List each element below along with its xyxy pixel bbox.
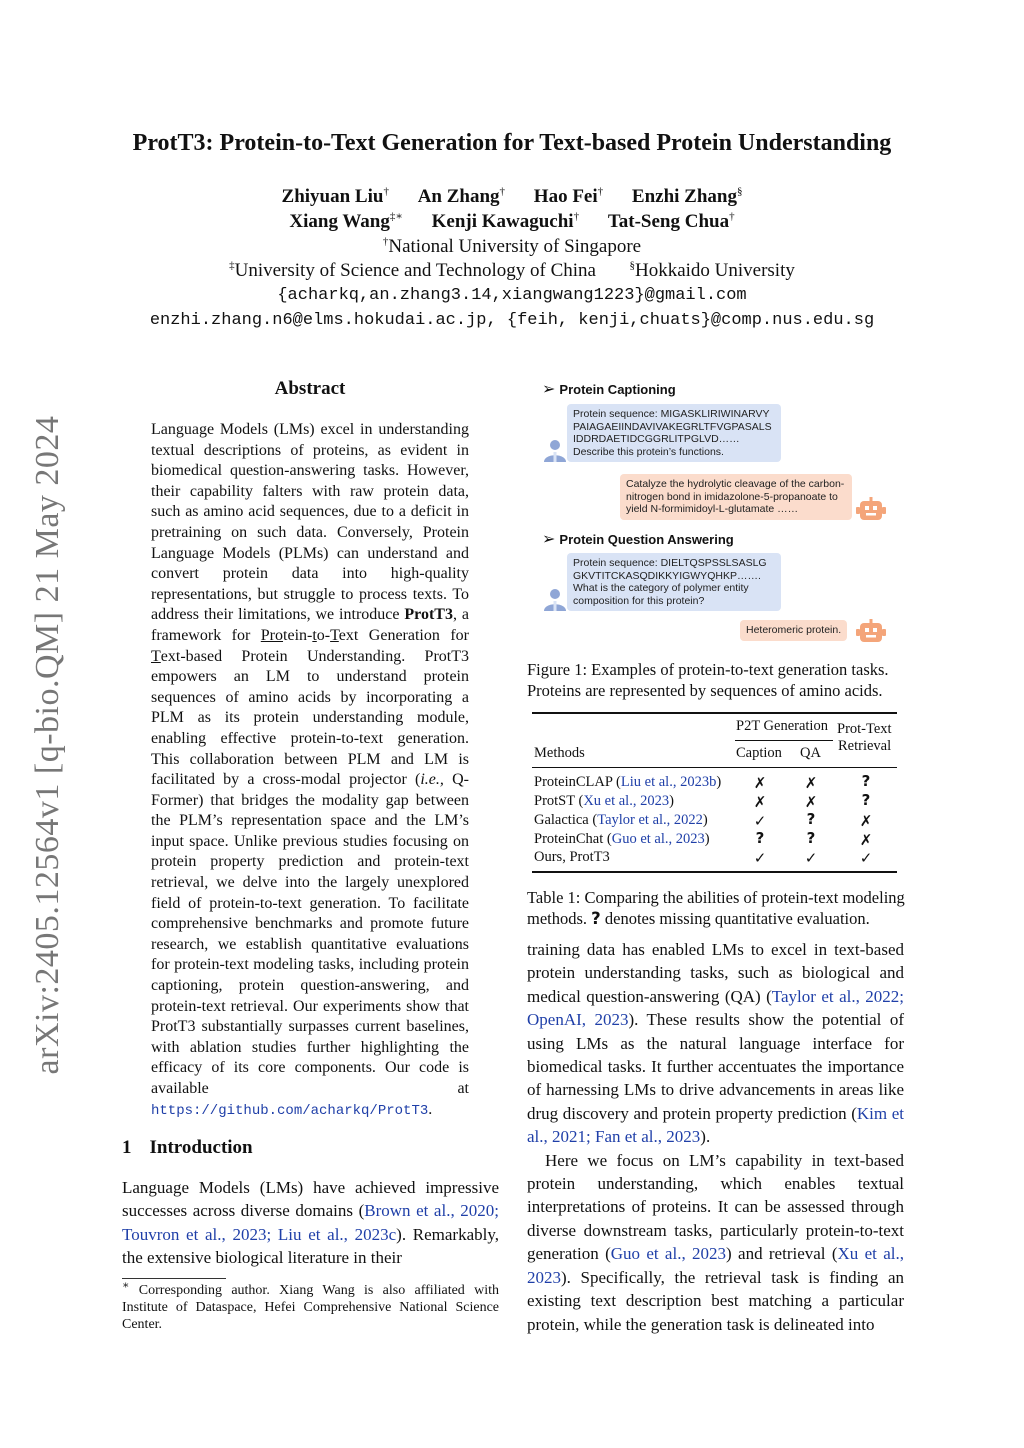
user-icon bbox=[543, 587, 567, 611]
figure-section-head: ➢ Protein Captioning bbox=[542, 381, 676, 398]
table-group-header: P2T Generation bbox=[736, 718, 828, 734]
code-link[interactable]: https://github.com/acharkq/ProtT3 bbox=[151, 1102, 429, 1119]
arxiv-identifier: arXiv:2405.12564v1 [q-bio.QM] 21 May 2024 bbox=[29, 415, 66, 1075]
affiliation: ‡University of Science and Technology of China §Hokkaido University bbox=[229, 259, 795, 281]
abstract-text: Language Models (LMs) excel in understanding textual descriptions of proteins, as evident in biomedical question-answering tasks. However, their capability falters with raw protein data, such as amino acid sequences, due to a deficit in pretraining on such data. Conversely, Protein Language Models (PLMs) can understand and convert protein data into high-quality representations, but struggle to process texts. To address their limitations, we introduce ProtT3, a framework for Protein-to-Text Generation for Text-based Protein Understanding. ProtT3 empowers an LM to understand protein sequences of amino acids by incorporating a PLM as its protein understanding module, enabling effective protein-to-text generation. This collaboration between PLM and LM is facilitated by a cross-modal projector (i.e., Q-Former) that bridges the modality gap between the PLM’s representation space and the LM’s input space. Unlike previous studies focusing on protein property prediction and protein-text retrieval, we delve into the largely unexplored field of protein-to-text generation. To facilitate comprehensive benchmarks and promote future research, we establish quantitative evaluations for protein-text modeling tasks, including protein captioning, protein question-answering, and protein-text retrieval. Our experiments show that ProtT3 substantially surpasses current baselines, with ablation studies further highlighting the efficacy of its core components. Our code is available at https://github.com/acharkq/ProtT3. bbox=[151, 421, 469, 1119]
citation-link[interactable]: Taylor et al., 2022 bbox=[597, 812, 703, 828]
model-answer: Heteromeric protein. bbox=[740, 620, 847, 641]
citation-link[interactable]: Xu et al., 2023 bbox=[527, 1244, 904, 1287]
intro-text: Language Models (LMs) have achieved impressive successes across diverse domains (Brown et al., 2020; Touvron et al., 2023; Liu et al., 2023c). Remarkably, the extensive biological literature in their bbox=[122, 1178, 500, 1267]
model-answer: Catalyze the hydrolytic cleavage of the carbon-nitrogen bond in imidazolone-5-propanoate to yield N-formimidoyl-L-glutamate …… bbox=[620, 474, 852, 520]
table-header: Methods bbox=[534, 745, 585, 761]
arrow-icon: ➢ bbox=[542, 381, 556, 398]
author-email: enzhi.zhang.n6@elms.hokudai.ac.jp, {feih, kenji,chuats}@comp.nus.edu.sg bbox=[149, 311, 875, 330]
citation-link[interactable]: Guo et al., 2023 bbox=[610, 1244, 727, 1264]
footnote-rule bbox=[122, 1278, 226, 1279]
table-header: Caption bbox=[736, 745, 782, 761]
table-rule bbox=[532, 871, 897, 873]
robot-icon bbox=[856, 497, 886, 523]
user-message: Protein sequence: DIELTQSPSSLSASLG GKVTITCKASQDIKKYIGWYQHKP……. What is the category of polymer entity composition for this protein? bbox=[567, 553, 781, 611]
author: Tat-Seng Chua† bbox=[607, 210, 735, 232]
affiliation: †National University of Singapore bbox=[382, 235, 642, 257]
body-text: training data has enabled LMs to excel in text-based protein understanding tasks, such as biological and medical question-answering (QA) (Taylor et al., 2022; OpenAI, 2023). These results show the potential of using LMs as the natural language interface for biomedical tasks. It further accentuates the importance of harnessing LMs to drive advancements in areas like drug discovery and protein property prediction (Kim et al., 2021; Fan et al., 2023). Here we focus on LM’s capability in text-based protein understanding, which enables textual interpretations of proteins. It can be assessed through diverse downstream tasks, particularly protein-to-text generation (Guo et al., 2023) and retrieval (Xu et al., 2023). Specifically, the retrieval task is finding an existing text description best matching a particular protein, while the generation task is delineated into bbox=[527, 940, 904, 1334]
citation-link[interactable]: Guo et al., 2023 bbox=[611, 831, 705, 847]
table-header: QA bbox=[800, 745, 821, 761]
author: Enzhi Zhang§ bbox=[631, 185, 743, 207]
paper-title: ProtT3: Protein-to-Text Generation for Text-based Protein Understanding bbox=[132, 130, 892, 156]
author: Hao Fei† bbox=[533, 185, 604, 207]
author: An Zhang† bbox=[417, 185, 506, 207]
author: Xiang Wang‡∗ bbox=[289, 210, 403, 232]
comparison-table: P2T Generation Prot-Text Retrieval Methods Caption QA ProteinCLAP (Liu et al., 2023b) ✗ ✗ ? ProtST (Xu et al., 2023) ✗ ✗ ? Galactica (Taylor et al., 2022) ✓ ? ✗ ProteinChat (Guo et al., 2023) ? ? ✗ Ours, ProtT3 ✓ ✓ ✓ bbox=[532, 712, 897, 872]
citation-link[interactable]: Kim et al., 2021; Fan et al., 2023 bbox=[527, 1103, 904, 1147]
user-icon bbox=[543, 438, 567, 462]
citation-link[interactable]: Xu et al., 2023 bbox=[583, 793, 670, 809]
arrow-icon: ➢ bbox=[542, 531, 556, 548]
section-heading: 1 Introduction bbox=[122, 1137, 253, 1158]
robot-icon bbox=[856, 619, 886, 645]
author: Kenji Kawaguchi† bbox=[431, 210, 580, 232]
table-rule bbox=[532, 767, 897, 768]
citation-link[interactable]: Brown et al., 2020; Touvron et al., 2023; Liu et al., 2023c bbox=[122, 1201, 499, 1244]
author-list bbox=[0, 211, 1024, 233]
author-list bbox=[0, 186, 1024, 208]
table-rule bbox=[735, 740, 833, 741]
author: Zhiyuan Liu† bbox=[281, 185, 389, 207]
figure-caption: Figure 1: Examples of protein-to-text generation tasks. Proteins are represented by sequences of amino acids. bbox=[527, 660, 889, 700]
citation-link[interactable]: Taylor et al., 2022; OpenAI, 2023 bbox=[527, 986, 904, 1030]
table-header: Prot-Text bbox=[837, 721, 892, 737]
citation-link[interactable]: Liu et al., 2023b bbox=[620, 774, 717, 790]
user-message: Protein sequence: MIGASKLIRIWINARVY PAIAGAEIINDAVIVAKEGRLTFVGPASALS IDDRDAETIDCGGRLITPGLVD…… Describe this protein’s functions. bbox=[567, 404, 781, 462]
table-rule bbox=[532, 712, 897, 714]
author-email: {acharkq,an.zhang3.14,xiangwang1223}@gmail.com bbox=[277, 286, 747, 305]
figure-section-head: ➢ Protein Question Answering bbox=[542, 531, 734, 548]
table-caption: Table 1: Comparing the abilities of protein-text modeling methods. ? denotes missing quantitative evaluation. bbox=[527, 888, 905, 928]
abstract-heading: Abstract bbox=[274, 378, 346, 399]
footnote: ∗ Corresponding author. Xiang Wang is also affiliated with Institute of Dataspace, Hefei Comprehensive National Science Center. bbox=[122, 1279, 499, 1332]
table-header: Retrieval bbox=[838, 738, 892, 754]
